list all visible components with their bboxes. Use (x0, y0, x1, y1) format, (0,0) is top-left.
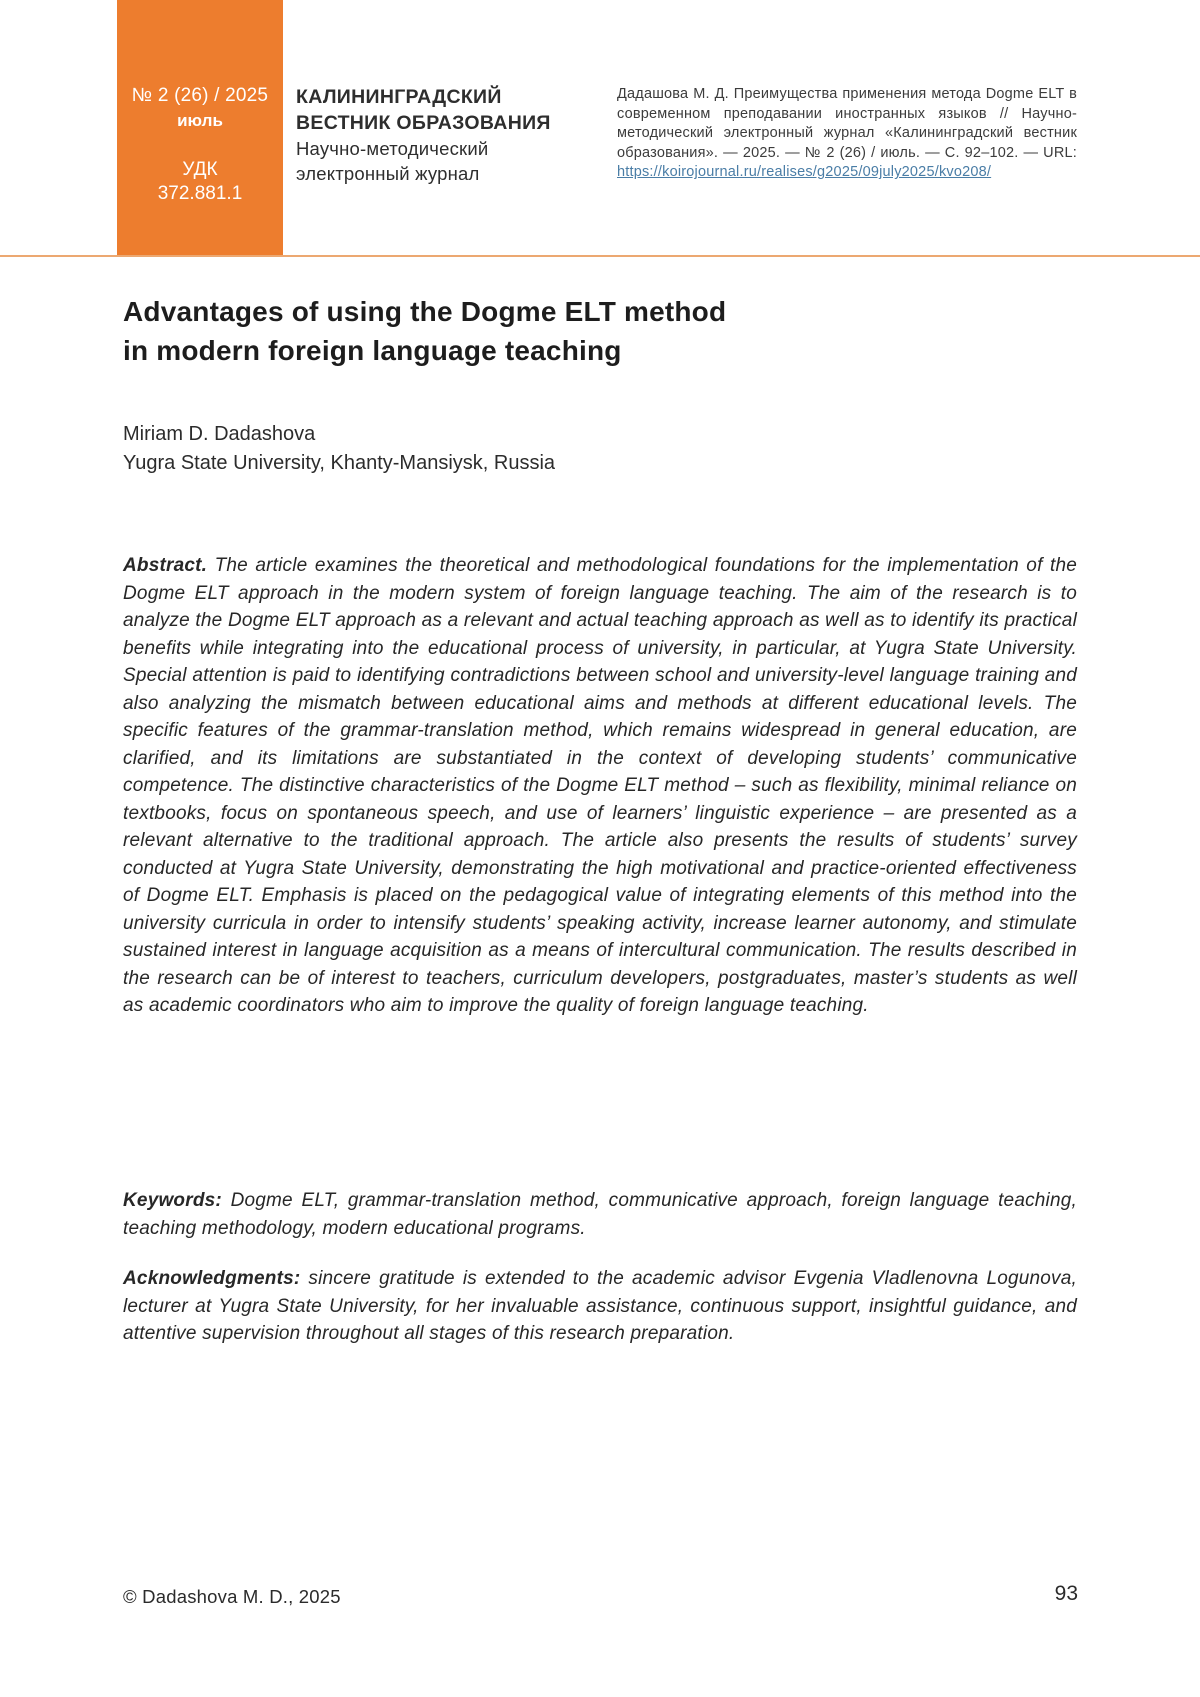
issue-number: № 2 (26) / 2025 (131, 85, 269, 106)
citation-link[interactable]: https://koirojournal.ru/realises/g2025/09july2025/kvo208/ (617, 164, 992, 181)
acknowledgments-text: sincere gratitude is extended to the academic advisor Evgenia Vladlenovna Logunova, lecturer at Yugra State University, for her invaluable assistance, continuous support, insightful guidance, and attentive supervision throughout all stages of this research preparation. (123, 1268, 1077, 1344)
udc-value: 372.881.1 (157, 183, 243, 204)
citation-text: Дадашова М. Д. Преимущества применения метода Dogme ELT в современном преподавании иностранных языков // Научно-методический электронный журнал «Калининградский вестник образования». — 2025. — № 2 (26) / июль. — С. 92–102. — URL: (617, 86, 1077, 161)
abstract-label: Abstract. (123, 555, 208, 576)
journal-subtitle-line2: электронный журнал (296, 163, 480, 184)
author-name: Miriam D. Dadashova (123, 423, 316, 445)
keywords-label: Keywords: (123, 1190, 222, 1211)
issue-box (117, 0, 283, 257)
udc-label: УДК (182, 159, 218, 180)
abstract-text: The article examines the theoretical and methodological foundations for the implementation of the Dogme ELT approach in the modern system of foreign language teaching. The aim of the research is to analyze the Dogme ELT approach as a relevant and actual teaching approach as well as to identify its practical benefits while integrating into the educational process of university, in particular, at Yugra State University. Special attention is paid to identifying contradictions between school and university-level language training and also analyzing the mismatch between educational aims and methods at different educational levels. The specific features of the grammar-translation method, which remains widespread in general education, are clarified, and its limitations are substantiated in the context of developing students’ communicative competence. The distinctive characteristics of the Dogme ELT method – such as flexibility, minimal reliance on textbooks, focus on spontaneous speech, and use of learners’ linguistic experience – are presented as a relevant alternative to the traditional approach. The article also presents the results of students’ survey conducted at Yugra State University, demonstrating the high motivational and practice-oriented effectiveness of Dogme ELT. Emphasis is placed on the pedagogical value of integrating elements of this method into the university curricula in order to intensify students’ speaking activity, increase learner autonomy, and stimulate sustained interest in language acquisition as a means of intercultural communication. The results described in the research can be of interest to teachers, curriculum developers, postgraduates, master’s students as well as academic coordinators who aim to improve the quality of foreign language teaching. (123, 555, 1077, 1016)
page-number: 93 (1054, 1582, 1078, 1605)
author-affiliation: Yugra State University, Khanty-Mansiysk, Russia (123, 452, 556, 474)
keywords-paragraph (123, 1187, 1077, 1242)
divider-rule (0, 255, 1200, 257)
acknowledgments-label: Acknowledgments: (123, 1268, 301, 1289)
issue-month: июль (177, 111, 223, 130)
citation-block (617, 85, 1077, 183)
acknowledgments-paragraph (123, 1265, 1077, 1348)
article-title-line2: in modern foreign language teaching (123, 335, 622, 366)
keywords-text: Dogme ELT, grammar-translation method, communicative approach, foreign language teaching, teaching methodology, modern educational programs. (123, 1190, 1077, 1239)
journal-subtitle-line1: Научно-методический (296, 138, 489, 159)
abstract-paragraph (123, 552, 1077, 1020)
journal-title-line2: ВЕСТНИК ОБРАЗОВАНИЯ (296, 112, 551, 134)
author-block (123, 420, 555, 478)
journal-head (296, 84, 551, 186)
journal-title-line1: КАЛИНИНГРАДСКИЙ (296, 86, 502, 108)
copyright-text: © Dadashova M. D., 2025 (123, 1586, 341, 1607)
article-title (123, 292, 726, 370)
article-title-line1: Advantages of using the Dogme ELT method (123, 296, 727, 327)
